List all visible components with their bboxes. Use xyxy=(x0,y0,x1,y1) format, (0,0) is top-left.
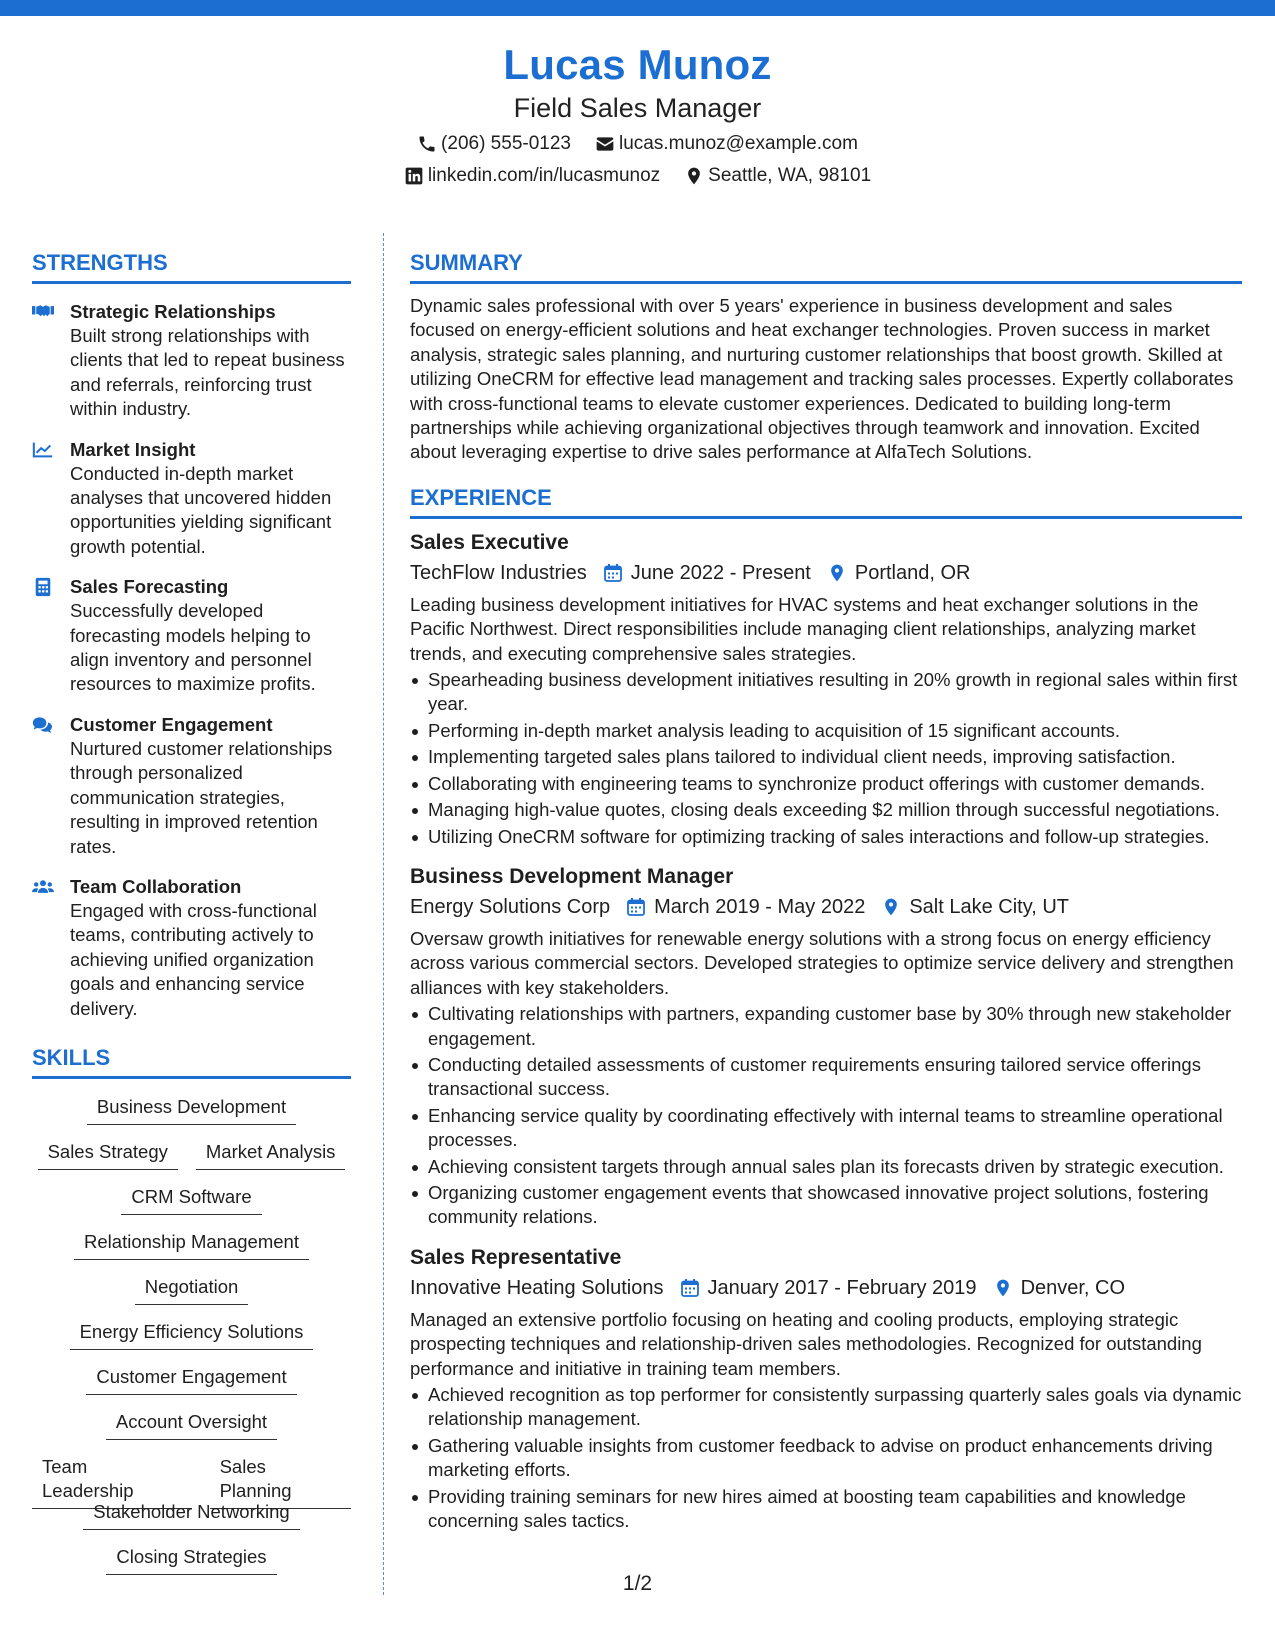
strength-desc: Successfully developed forecasting models helping to align inventory and personnel resources to maximize profits. xyxy=(70,600,316,695)
job-bullet: Cultivating relationships with partners, expanding customer base by 30% through new stakeholder engagement. xyxy=(410,1002,1242,1051)
job-bullet: Spearheading business development initiatives resulting in 20% growth in regional sales within first year. xyxy=(410,668,1242,717)
skill-tag: Energy Efficiency Solutions xyxy=(70,1320,314,1350)
job-bullet: Implementing targeted sales plans tailored to individual client needs, improving satisfaction. xyxy=(410,745,1242,769)
candidate-role: Field Sales Manager xyxy=(513,93,762,123)
skill-row xyxy=(87,1095,296,1140)
contact-location xyxy=(684,164,871,188)
skills-heading: SKILLS xyxy=(32,1045,351,1079)
job-bullet: Organizing customer engagement events that showcased innovative project solutions, fostering community relations. xyxy=(410,1181,1242,1230)
job-bullet: Conducting detailed assessments of customer requirements ensuring tailored service offerings transactional success. xyxy=(410,1053,1242,1102)
skill-tag: Account Oversight xyxy=(106,1410,277,1440)
skill-row xyxy=(86,1365,296,1410)
job-meta xyxy=(410,893,1242,921)
job-bullet: Performing in-depth market analysis leading to acquisition of 15 significant accounts. xyxy=(410,719,1242,743)
job-bullet: Providing training seminars for new hires aimed at boosting team capabilities and knowledge concerning sales tactics. xyxy=(410,1485,1242,1534)
job-bullet: Achieved recognition as top performer for consistently surpassing quarterly sales goals via dynamic relationship management. xyxy=(410,1383,1242,1432)
job-dates-wrap xyxy=(626,893,865,921)
skills-list xyxy=(32,1095,351,1590)
contact-linkedin[interactable] xyxy=(404,164,660,188)
handshake-icon xyxy=(32,302,54,322)
skill-tag: Sales Strategy xyxy=(38,1140,178,1170)
left-column xyxy=(32,250,351,1590)
strengths-heading: STRENGTHS xyxy=(32,250,351,284)
map-pin-icon xyxy=(881,897,901,917)
job-dates-wrap xyxy=(603,559,811,587)
skill-tag: Team Leadership xyxy=(32,1455,192,1509)
strength-desc: Nurtured customer relationships through personalized communication strategies, resulting in improved retention rates. xyxy=(70,737,333,857)
job-location: Denver, CO xyxy=(1020,1276,1126,1299)
skill-row xyxy=(121,1185,261,1230)
strength-item xyxy=(32,300,351,422)
skill-tag: Closing Strategies xyxy=(106,1545,276,1575)
job-location: Portland, OR xyxy=(854,561,971,584)
skill-tag: Sales Planning xyxy=(210,1455,351,1509)
strength-title: Team Collaboration xyxy=(70,875,242,897)
job-bullets xyxy=(410,1383,1242,1533)
contact-phone xyxy=(417,132,571,156)
job-company: Innovative Heating Solutions xyxy=(410,1276,664,1299)
map-pin-icon xyxy=(684,166,704,186)
summary-text: Dynamic sales professional with over 5 years' experience in business development and sales focused on energy-efficient solutions and heat exchanger technologies. Proven success in market analysis, strategic sales planning, and nurturing customer relationships that boost growth. Skilled at utilizing OneCRM for effective lead management and tracking sales processes. Expertly collaborates with cross-functional teams to elevate customer experiences. Dedicated to building long-term partnerships while achieving organizational objectives through teamwork and innovation. Excited about leveraging expertise to drive sales performance at AlfaTech Solutions. xyxy=(410,295,1234,463)
skill-tag: Customer Engagement xyxy=(86,1365,296,1395)
job-bullet: Collaborating with engineering teams to synchronize product offerings with customer demands. xyxy=(410,772,1242,796)
job-dates-wrap xyxy=(680,1274,977,1302)
skill-tag: Market Analysis xyxy=(196,1140,346,1170)
job-description: Leading business development initiatives for HVAC systems and heat exchanger solutions in the Pacific Northwest. Direct responsibilities include managing client relationships, analyzing market trends, and executing comprehensive sales strategies. xyxy=(410,593,1199,664)
skill-tag: Negotiation xyxy=(135,1275,249,1305)
job-company: Energy Solutions Corp xyxy=(410,895,611,918)
job-title: Business Development Manager xyxy=(410,864,734,888)
job-location-wrap xyxy=(827,559,971,587)
job-meta xyxy=(410,559,1242,587)
job-dates: June 2022 - Present xyxy=(630,561,811,584)
map-pin-icon xyxy=(993,1278,1013,1298)
phone-icon xyxy=(417,134,437,154)
strength-desc: Engaged with cross-functional teams, contributing actively to achieving unified organization goals and enhancing service delivery. xyxy=(70,899,317,1019)
job-title: Sales Representative xyxy=(410,1245,622,1269)
chart-line-icon xyxy=(32,440,54,460)
job-bullet: Achieving consistent targets through annual sales plan its forecasts driven by strategic execution. xyxy=(410,1155,1242,1179)
resume-header xyxy=(0,40,1275,188)
phone-text: (206) 555-0123 xyxy=(441,133,571,154)
calendar-icon xyxy=(603,563,623,583)
job-location-wrap xyxy=(993,1274,1125,1302)
summary-heading: SUMMARY xyxy=(410,250,1242,284)
skill-row xyxy=(135,1275,249,1320)
contact-email[interactable] xyxy=(595,132,858,156)
map-pin-icon xyxy=(827,563,847,583)
skill-row xyxy=(106,1410,277,1455)
strength-title: Customer Engagement xyxy=(70,713,273,735)
linkedin-icon xyxy=(404,166,424,186)
right-column xyxy=(410,250,1242,1533)
skill-row xyxy=(83,1500,299,1545)
job-bullet: Utilizing OneCRM software for optimizing tracking of sales interactions and follow-up strategies. xyxy=(410,825,1242,849)
skill-row xyxy=(32,1455,351,1500)
job-entry xyxy=(410,529,1242,849)
job-description: Oversaw growth initiatives for renewable energy solutions with a strong focus on energy efficiency across various commercial sectors. Developed strategies to optimize service delivery and strengthen alliances with key stakeholders. xyxy=(410,927,1234,998)
job-location-wrap xyxy=(881,893,1069,921)
calendar-icon xyxy=(680,1278,700,1298)
strength-item xyxy=(32,713,351,859)
job-dates: January 2017 - February 2019 xyxy=(707,1276,977,1299)
job-company: TechFlow Industries xyxy=(410,561,587,584)
job-dates: March 2019 - May 2022 xyxy=(654,895,866,918)
calculator-icon xyxy=(32,577,54,597)
calendar-icon xyxy=(626,897,646,917)
job-bullets xyxy=(410,1002,1242,1230)
job-bullets xyxy=(410,668,1242,849)
experience-heading: EXPERIENCE xyxy=(410,485,1242,519)
users-icon xyxy=(32,877,54,897)
top-accent-bar xyxy=(0,0,1275,16)
job-meta xyxy=(410,1274,1242,1302)
contact-row-1 xyxy=(0,132,1275,156)
email-text: lucas.munoz@example.com xyxy=(618,133,858,154)
candidate-name: Lucas Munoz xyxy=(503,41,772,88)
skill-row xyxy=(70,1320,314,1365)
strength-title: Market Insight xyxy=(70,438,196,460)
skill-tag: Relationship Management xyxy=(74,1230,309,1260)
strength-item xyxy=(32,875,351,1021)
contact-row-2 xyxy=(0,164,1275,188)
strength-title: Strategic Relationships xyxy=(70,301,276,322)
strength-desc: Conducted in-depth market analyses that uncovered hidden opportunities yielding significant growth potential. xyxy=(70,462,332,557)
comments-icon xyxy=(32,715,54,735)
column-divider xyxy=(383,233,384,1595)
strength-item xyxy=(32,575,351,697)
job-entry xyxy=(410,863,1242,1230)
skill-tag: Stakeholder Networking xyxy=(83,1500,299,1530)
envelope-icon xyxy=(595,134,615,154)
page-number: 1/2 xyxy=(622,1572,653,1595)
job-location: Salt Lake City, UT xyxy=(909,895,1070,918)
skill-row xyxy=(38,1140,346,1185)
strength-desc: Built strong relationships with clients that led to repeat business and referrals, reinforcing trust within industry. xyxy=(70,325,345,420)
job-entry xyxy=(410,1244,1242,1534)
job-description: Managed an extensive portfolio focusing on heating and cooling products, employing strategic prospecting techniques and relationship-driven sales methodologies. Recognized for outstanding performance and initiative in training team members. xyxy=(410,1308,1202,1379)
strength-item xyxy=(32,438,351,560)
skill-tag: CRM Software xyxy=(121,1185,261,1215)
skill-tag: Business Development xyxy=(87,1095,296,1125)
strength-title: Sales Forecasting xyxy=(70,576,229,598)
job-title: Sales Executive xyxy=(410,530,569,554)
job-bullet: Managing high-value quotes, closing deals exceeding $2 million through successful negotiations. xyxy=(410,798,1242,822)
location-text: Seattle, WA, 98101 xyxy=(708,165,872,186)
job-bullet: Enhancing service quality by coordinating effectively with internal teams to streamline operational processes. xyxy=(410,1104,1242,1153)
linkedin-text: linkedin.com/in/lucasmunoz xyxy=(427,165,661,186)
job-bullet: Gathering valuable insights from customer feedback to advise on product enhancements driving marketing efforts. xyxy=(410,1434,1242,1483)
skill-row xyxy=(74,1230,309,1275)
